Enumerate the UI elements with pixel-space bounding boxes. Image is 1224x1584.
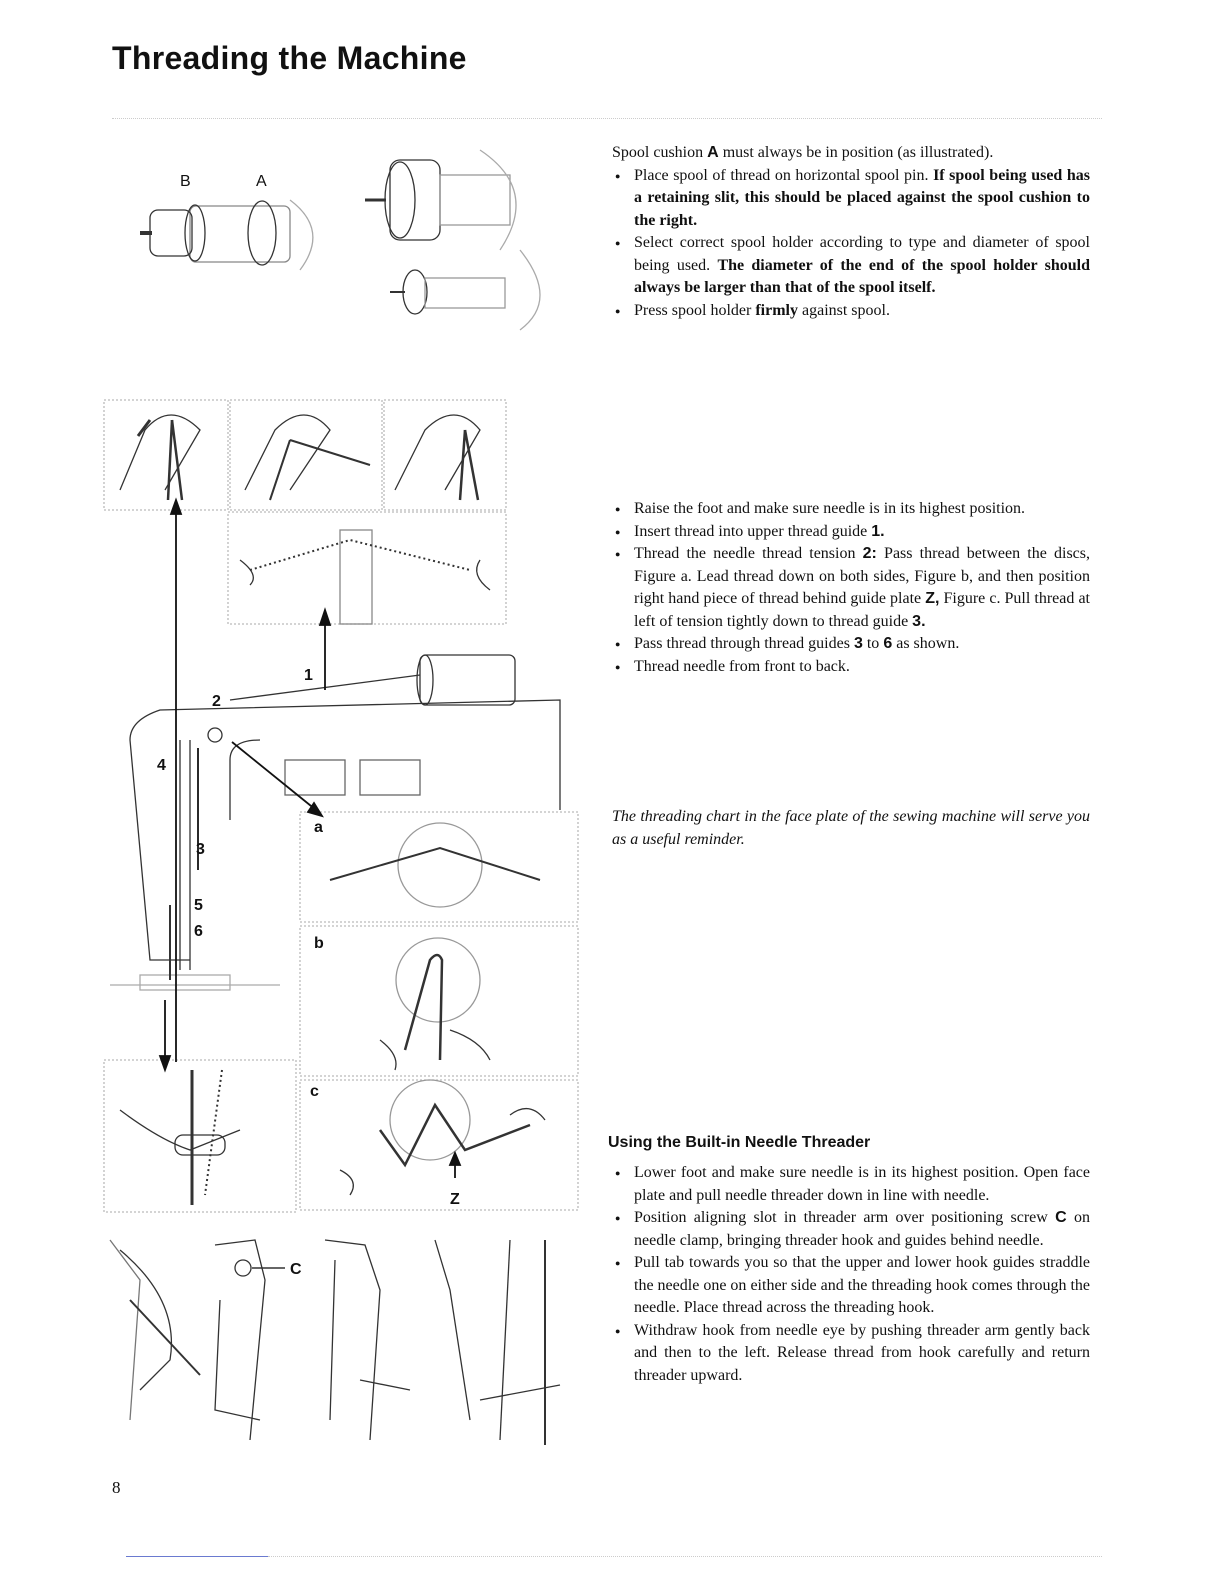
- tension-top-figure: [228, 512, 506, 624]
- list-item: ● Place spool of thread on horizontal spool pin. If spool being used has a retaining slit, this should be placed against the spool cushion to the right.: [612, 165, 1090, 233]
- label-spool-a: A: [256, 173, 267, 190]
- label-guide-3: 3: [196, 841, 205, 858]
- list-item: ● Withdraw hook from needle eye by pushing threader arm gently back and then to the left. Release thread from hook carefully and return threader upward.: [612, 1320, 1090, 1388]
- label-figure-a: a: [314, 819, 323, 836]
- label-guide-5: 5: [194, 897, 203, 914]
- list-item: ● Raise the foot and make sure needle is in its highest position.: [612, 498, 1090, 521]
- list-item: ● Pull tab towards you so that the upper and lower hook guides straddle the needle one on either side and the threading hook comes through the needle. Place thread across the threading hook.: [612, 1252, 1090, 1320]
- label-guide-2: 2: [212, 693, 221, 710]
- list-item: ● Thread the needle thread tension 2: Pass thread between the discs, Figure a. Lead thread down on both sides, Figure b, and then position right hand piece of thread behind guide plate Z, Figure c. Pull thread at left of tension tightly down to thread guide 3.: [612, 543, 1090, 633]
- spool-instructions: [612, 142, 1090, 322]
- footer-rule-dotted: [268, 1556, 1102, 1557]
- page-title: Threading the Machine: [112, 40, 467, 76]
- figure-b-tension: [300, 926, 578, 1076]
- label-plate-z: Z: [450, 1191, 460, 1208]
- list-item: ● Insert thread into upper thread guide 1.: [612, 521, 1090, 544]
- list-item: ● Lower foot and make sure needle is in its highest position. Open face plate and pull needle threader down in line with needle.: [612, 1162, 1090, 1207]
- list-item: ● Position aligning slot in threader arm over positioning screw C on needle clamp, bringing threader hook and guides behind needle.: [612, 1207, 1090, 1252]
- label-figure-c: c: [310, 1083, 319, 1100]
- label-guide-6: 6: [194, 923, 203, 940]
- label-guide-4: 4: [157, 757, 166, 774]
- sewing-machine-head-figure: [110, 655, 560, 990]
- page-number: 8: [112, 1478, 121, 1497]
- needle-threader-heading: Using the Built-in Needle Threader: [608, 1134, 871, 1151]
- label-figure-b: b: [314, 935, 324, 952]
- tension-detail-figures: [104, 400, 506, 510]
- footer-rule: [126, 1556, 268, 1557]
- figure-c-tension: [300, 1080, 578, 1210]
- label-spool-b: B: [180, 173, 191, 190]
- spool-intro: Spool cushion A must always be in position (as illustrated).: [612, 144, 994, 161]
- spool-holder-large-figure: [365, 150, 516, 250]
- figure-a-tension: [300, 812, 578, 922]
- threading-instructions: [612, 498, 1090, 678]
- needle-threader-instructions: [612, 1162, 1090, 1387]
- list-item: ● Select correct spool holder according to type and diameter of spool being used. The diameter of the end of the spool holder should always be larger than that of the spool itself.: [612, 232, 1090, 300]
- needle-closeup-figure: [104, 1060, 296, 1212]
- spool-cushion-figure: [140, 200, 313, 270]
- spool-holder-small-figure: [390, 250, 540, 330]
- label-screw-c: C: [290, 1261, 302, 1278]
- list-item: ● Press spool holder firmly against spool.: [612, 300, 1090, 323]
- list-item: ● Thread needle from front to back.: [612, 656, 1090, 679]
- list-item: ● Pass thread through thread guides 3 to 6 as shown.: [612, 633, 1090, 656]
- needle-threader-sequence: [110, 1240, 560, 1445]
- label-guide-1: 1: [304, 667, 313, 684]
- threading-chart-note: The threading chart in the face plate of the sewing machine will serve you as a useful reminder.: [612, 808, 1090, 848]
